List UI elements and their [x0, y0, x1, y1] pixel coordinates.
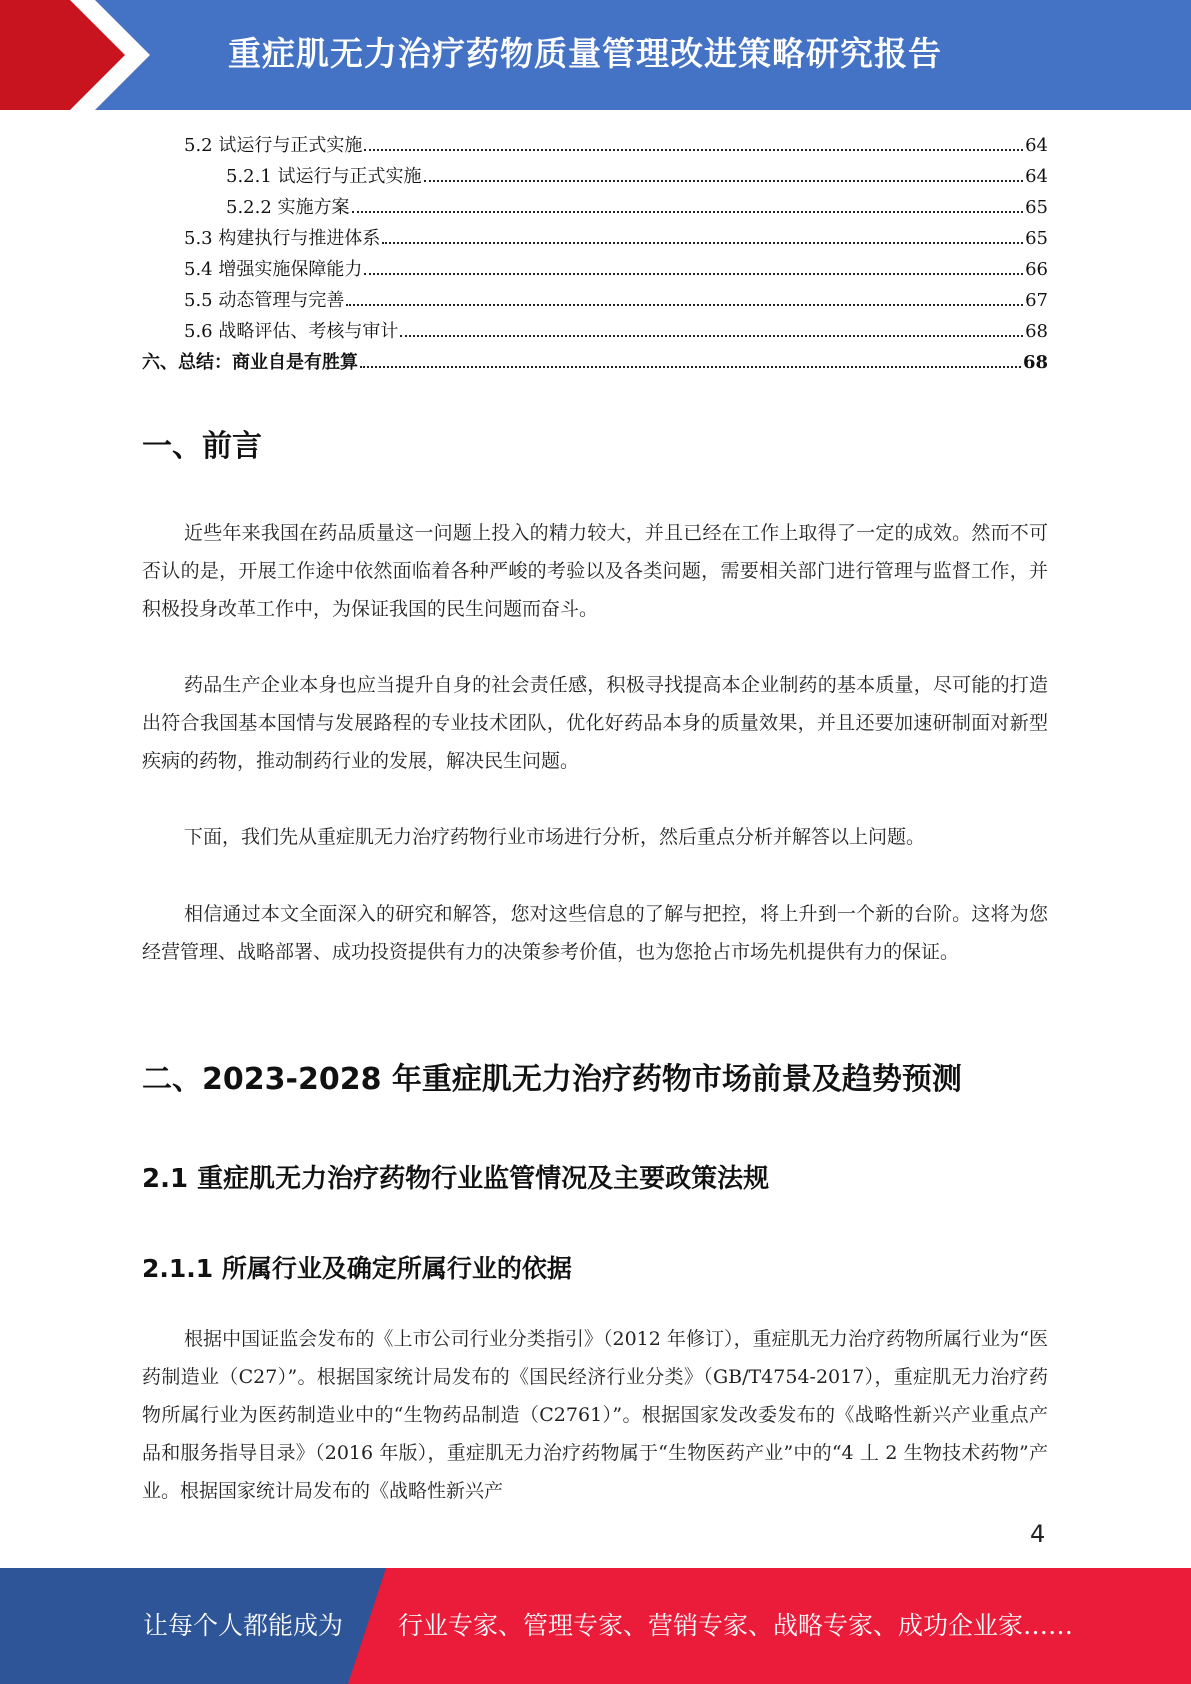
- toc-entry-page: 68: [1022, 352, 1048, 373]
- toc-leader-dots: [364, 148, 1023, 151]
- toc-leader-dots: [352, 210, 1024, 213]
- toc-entry-page: 64: [1025, 166, 1048, 187]
- toc-entry-page: 64: [1025, 135, 1048, 156]
- toc-entry[interactable]: [142, 192, 1048, 223]
- toc-entry-page: 68: [1025, 321, 1048, 342]
- toc-entry[interactable]: [142, 285, 1048, 316]
- toc-entry-page: 65: [1025, 228, 1048, 249]
- section-heading-market-outlook: 二、2023-2028 年重症肌无力治疗药物市场前景及趋势预测: [142, 1062, 962, 1097]
- toc-entry-label: 5.4 增强实施保障能力: [184, 259, 363, 280]
- toc-entry-label: 六、总结：商业自是有胜算: [142, 352, 358, 373]
- toc-leader-dots: [346, 303, 1023, 306]
- body-paragraph: 根据中国证监会发布的《上市公司行业分类指引》（2012 年修订），重症肌无力治疗药物所属行业为“医药制造业（C27）”。根据国家统计局发布的《国民经济行业分类》（GB/T4754-2017），重症肌无力治疗药物所属行业为医药制造业中的“生物药品制造（C2761）”。根据国家发改委发布的《战略性新兴产业重点产品和服务指导目录》（2016 年版），重症肌无力治疗药物属于“生物医药产业”中的“4 丄 2 生物技术药物”产业。根据国家统计局发布的《战略性新兴产: [142, 1328, 1048, 1502]
- toc-entry[interactable]: [142, 223, 1048, 254]
- toc-entry[interactable]: [142, 254, 1048, 285]
- subsubsection-heading: 2.1.1 所属行业及确定所属行业的依据: [142, 1254, 572, 1283]
- toc-leader-dots: [364, 272, 1023, 275]
- body-paragraph: 近些年来我国在药品质量这一问题上投入的精力较大，并且已经在工作上取得了一定的成效。然而不可否认的是，开展工作途中依然面临着各种严峻的考验以及各类问题，需要相关部门进行管理与监督工作，并积极投身改革工作中，为保证我国的民生问题而奋斗。: [142, 522, 1048, 620]
- toc-entry[interactable]: [142, 130, 1048, 161]
- toc-leader-dots: [424, 179, 1024, 182]
- page-footer-banner: [0, 1568, 1191, 1684]
- subsection-heading: 2.1 重症肌无力治疗药物行业监管情况及主要政策法规: [142, 1164, 770, 1194]
- toc-entry[interactable]: [142, 161, 1048, 192]
- toc-entry-chapter[interactable]: [142, 347, 1048, 378]
- footer-slogan-left: 让每个人都能成为: [143, 1611, 344, 1640]
- toc-entry-page: 67: [1025, 290, 1048, 311]
- toc-entry-label: 5.2.1 试运行与正式实施: [226, 166, 422, 187]
- footer-slogan-right: 行业专家、管理专家、营销专家、战略专家、成功企业家……: [398, 1611, 1074, 1640]
- page-header-banner: [0, 0, 1191, 110]
- toc-entry-page: 65: [1025, 197, 1048, 218]
- report-title: 重症肌无力治疗药物质量管理改进策略研究报告: [228, 34, 942, 73]
- toc-entry-label: 5.2.2 实施方案: [226, 197, 350, 218]
- page-number: 4: [1030, 1520, 1046, 1548]
- toc-leader-dots: [400, 334, 1023, 337]
- section-heading-preface: 一、前言: [142, 429, 262, 464]
- toc-entry-label: 5.2 试运行与正式实施: [184, 135, 363, 156]
- body-paragraph: 下面，我们先从重症肌无力治疗药物行业市场进行分析，然后重点分析并解答以上问题。: [184, 826, 926, 848]
- body-paragraph: 药品生产企业本身也应当提升自身的社会责任感，积极寻找提高本企业制药的基本质量，尽可能的打造出符合我国基本国情与发展路程的专业技术团队，优化好药品本身的质量效果，并且还要加速研制面对新型疾病的药物，推动制药行业的发展，解决民生问题。: [142, 674, 1048, 772]
- toc-leader-dots: [360, 365, 1021, 368]
- body-paragraph: 相信通过本文全面深入的研究和解答，您对这些信息的了解与把控，将上升到一个新的台阶。这将为您经营管理、战略部署、成功投资提供有力的决策参考价值，也为您抢占市场先机提供有力的保证。: [142, 903, 1048, 963]
- table-of-contents: [142, 130, 1048, 378]
- toc-entry-label: 5.3 构建执行与推进体系: [184, 228, 381, 249]
- toc-entry-page: 66: [1025, 259, 1048, 280]
- header-chevron-decoration: [0, 0, 160, 110]
- toc-entry-label: 5.5 动态管理与完善: [184, 290, 345, 311]
- toc-entry-label: 5.6 战略评估、考核与审计: [184, 321, 399, 342]
- toc-leader-dots: [382, 241, 1023, 244]
- toc-entry[interactable]: [142, 316, 1048, 347]
